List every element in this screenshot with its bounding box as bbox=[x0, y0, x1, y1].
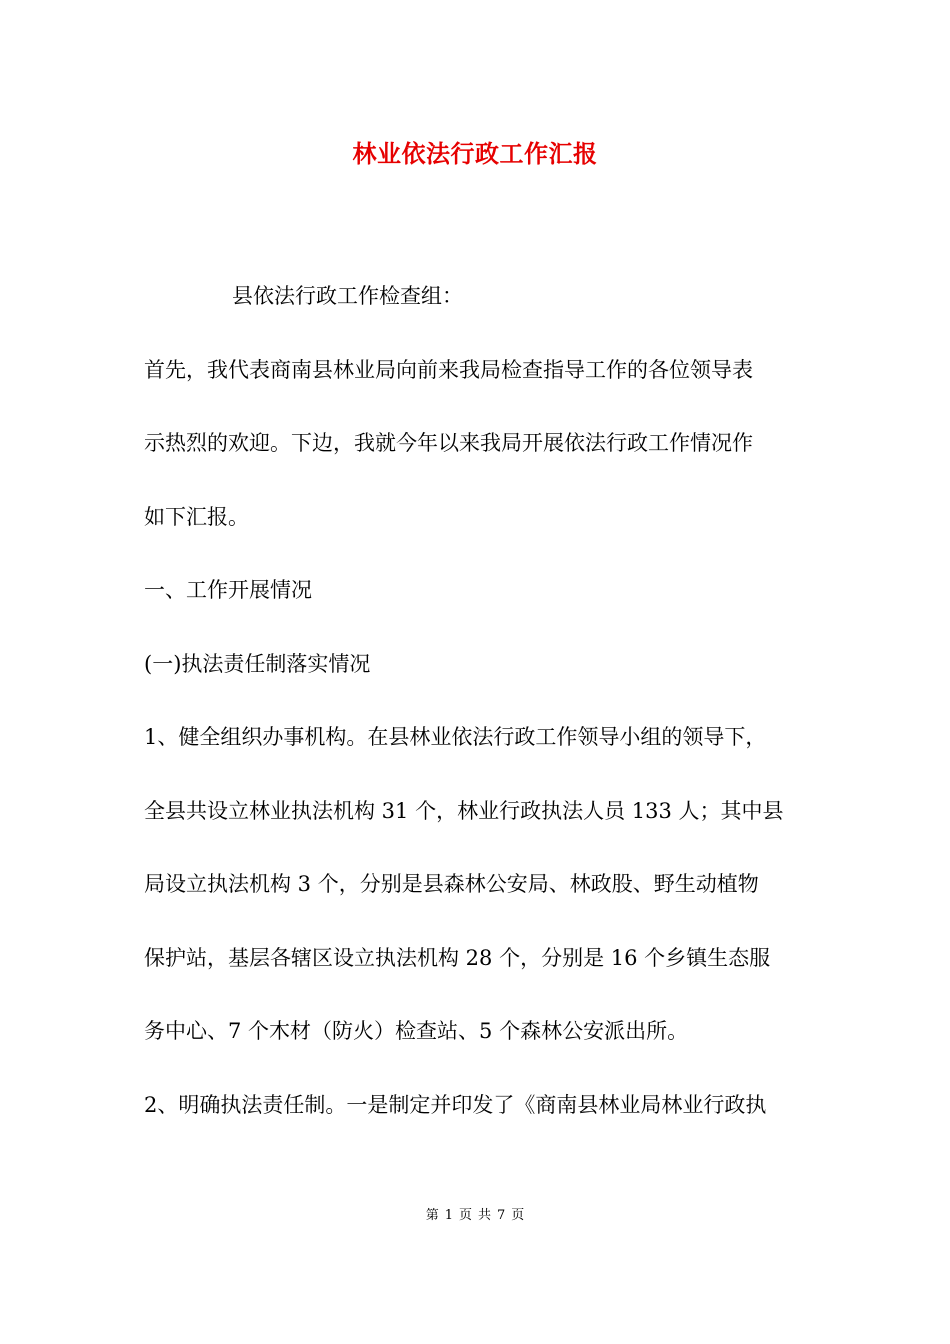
paragraph-line: 全县共设立林业执法机构 31 个，林业行政执法人员 133 人；其中县 bbox=[144, 798, 784, 823]
footer-current-page: 1 bbox=[444, 1208, 453, 1223]
footer-prefix: 第 bbox=[425, 1208, 439, 1223]
section-heading: 一、工作开展情况 bbox=[144, 578, 312, 602]
document-title: 林业依法行政工作汇报 bbox=[352, 139, 598, 168]
paragraph-line: 务中心、7 个木材（防火）检查站、5 个森林公安派出所。 bbox=[144, 1019, 689, 1043]
subsection-heading: (一)执法责任制落实情况 bbox=[144, 651, 371, 676]
document-body bbox=[144, 260, 809, 1142]
paragraph-line: 示热烈的欢迎。下边，我就今年以来我局开展依法行政工作情况作 bbox=[144, 431, 753, 455]
footer-page-word: 页 bbox=[458, 1208, 472, 1223]
paragraph-line: 2、明确执法责任制。一是制定并印发了《商南县林业局林业行政执 bbox=[144, 1092, 767, 1117]
paragraph-line: 首先，我代表商南县林业局向前来我局检查指导工作的各位领导表 bbox=[144, 357, 753, 382]
paragraph-line: 保护站，基层各辖区设立执法机构 28 个，分别是 16 个乡镇生态服 bbox=[144, 945, 771, 970]
paragraph-line: 局设立执法机构 3 个，分别是县森林公安局、林政股、野生动植物 bbox=[144, 872, 759, 896]
footer-total-suffix: 页 bbox=[511, 1208, 525, 1223]
footer-total-prefix: 共 bbox=[478, 1208, 492, 1223]
paragraph-line: 如下汇报。 bbox=[144, 504, 249, 529]
salutation-line: 县依法行政工作检查组： bbox=[232, 284, 463, 308]
page-footer bbox=[0, 1206, 950, 1226]
footer-total-pages: 7 bbox=[497, 1208, 506, 1223]
paragraph-line: 1、健全组织办事机构。在县林业依法行政工作领导小组的领导下， bbox=[144, 725, 767, 749]
